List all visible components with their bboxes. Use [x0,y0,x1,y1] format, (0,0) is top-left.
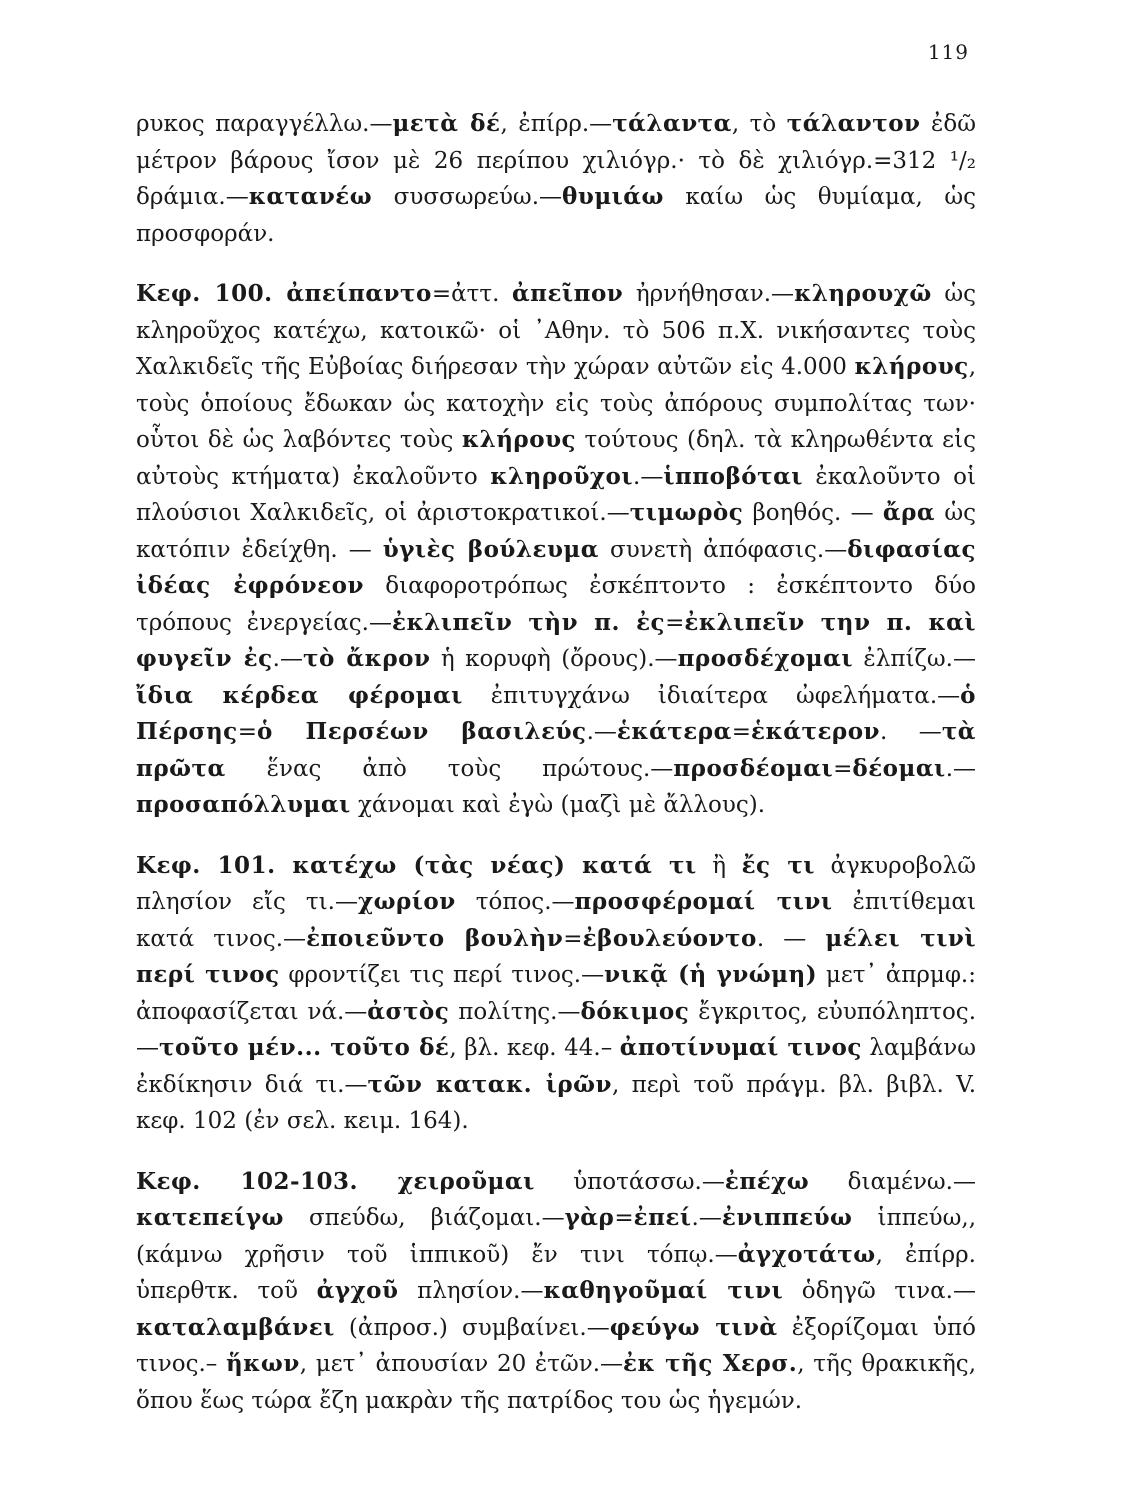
text-segment: . — [880,719,942,745]
paragraph-continuation [136,106,976,252]
text-segment: ἐξορίζομαι ὑπό τινος.– [136,1314,976,1377]
term-bold: ἄρα [882,499,936,526]
term-bold: κατεπείγω [136,1204,284,1231]
text-segment: σπεύδω, βιάζομαι.— [283,1205,565,1231]
text-segment: βοηθός. — [743,500,883,526]
text-segment: .— [272,646,303,672]
text-segment: , μετ᾽ ἀπουσίαν 20 ἐτῶν.— [299,1351,624,1377]
commentary-text [136,106,976,1419]
term-bold: κληρουχῶ [794,280,932,307]
term-bold: ἥκων [225,1350,300,1377]
text-segment: τούτους (δηλ. τὰ κληρωθέντα εἰς αὐτοὺς κτήματα) ἐκαλοῦντο [136,427,976,490]
text-segment: = [614,1205,634,1231]
term-bold: ἔς τι [741,851,815,879]
term-bold: κλήρους [854,353,969,380]
text-segment: .— [691,1205,722,1231]
term-bold: τάλαντα [612,110,732,137]
page-number: 119 [927,40,969,64]
term-bold: καταλαμβάνει [136,1313,335,1341]
term-bold: προσδέχομαι [677,645,853,672]
term-bold: ἀγχοῦ [316,1277,399,1304]
term-bold: τάλαντον [786,110,921,137]
text-segment: = [665,609,685,636]
term-bold: Κεφ. 101. [136,851,293,879]
text-segment: ὑποτάσσω.— [534,1168,725,1195]
text-segment: διαμένω.— [809,1168,976,1195]
text-segment: , ἐπίρρ.— [500,111,613,137]
term-bold: κλήρους [461,426,577,453]
term-bold: ἐποιεῦντο βουλὴν [306,924,564,952]
term-bold: νικᾷ (ἡ γνώμη) [604,961,818,988]
text-segment: πολίτης.— [449,998,581,1025]
term-bold: διφασίας ἰδέας ἐφρόνεον [136,535,976,599]
text-segment: ὁδηγῶ τινα.— [783,1278,976,1304]
text-segment: ἐπιτυγχάνω ἰδιαίτερα ὠφελήματα.— [462,682,961,709]
text-segment: ἀγκυροβολῶ πλησίον εἴς τι.— [136,852,976,915]
paragraph-chapter-101 [136,848,976,1140]
text-segment: ἐκαλοῦντο οἱ πλούσιοι Χαλκιδεῖς, οἱ ἀριστοκρατικοί.— [136,463,976,526]
text-segment: ἐπιτίθεμαι κατά τινος.— [136,889,976,952]
text-segment: (ἀπροσ.) συμβαίνει.— [334,1314,610,1341]
term-bold: Κεφ. 100. [136,280,287,307]
term-bold: ἱπποβόται [663,462,803,490]
term-bold: ἐνιππεύω [721,1204,853,1231]
term-bold: προσφέρομαί τινι [574,888,833,915]
text-segment: ἔγκριτος, εὐυπόληπτος.— [136,998,976,1061]
term-bold: ὁ Πέρσης [136,681,976,745]
term-bold: προσαπόλλυμαι [136,791,351,818]
text-segment: .— [945,755,976,782]
text-segment: = [563,925,583,952]
text-segment: ἢ [696,852,742,879]
term-bold: ἐπέχω [724,1167,810,1195]
text-segment: , τὸ [731,111,787,137]
term-bold: ἐκλιπεῖν τὴν π. ἐς [391,608,666,636]
text-segment: , ἐπίρρ. ὑπερθτκ. τοῦ [136,1241,976,1304]
term-bold: Κεφ. 102-103. [136,1167,398,1195]
text-segment: = [833,755,853,782]
term-bold: ὁ Περσέων βασιλεύς [256,718,587,745]
text-segment: λαμβάνω ἐκδίκησιν διά τι.— [136,1035,976,1098]
term-bold: ἑκάτερον [751,718,881,745]
text-segment: καίω ὡς θυμίαμα, ὡς προσφοράν. [136,184,976,247]
text-segment: = [731,719,752,745]
text-segment: χάνομαι καὶ ἐγὼ (μαζὶ μὲ ἄλλους). [350,792,766,818]
text-segment: , βλ. κεφ. 44.– [449,1035,620,1061]
paragraph-chapter-100 [136,276,976,824]
text-segment: .— [586,719,617,745]
term-bold: δόκιμος [580,997,690,1025]
term-bold: ἀποτίνυμαί τινος [619,1034,862,1061]
paragraph-chapter-102-103 [136,1164,976,1420]
text-segment: ἕνας ἀπὸ τοὺς πρώτους.— [225,755,674,782]
term-bold: ἐκ τῆς Χερσ. [623,1350,798,1377]
text-segment: , τοὺς ὁποίους ἔδωκαν ὡς κατοχὴν εἰς τοὺς ἀπόρους συμπολίτας των· οὗτοι δὲ ὡς λαβόντες τοὺς [136,354,976,453]
term-bold: τὰ πρῶτα [136,718,976,782]
term-bold: ὑγιὲς βούλευμα [382,535,599,563]
text-segment: μετ᾽ ἀπρμφ.: ἀποφασίζεται νά.— [136,962,976,1025]
text-segment: συσσωρεύω.— [372,184,563,210]
text-segment: ὡς κληροῦχος κατέχω, κατοικῶ· οἱ ᾽Αθην. τὸ 506 π.Χ. νικήσαντες τοὺς Χαλκιδεῖς τῆς Εὐβοίας διήρεσαν τὴν χώραν αὐτῶν εἰς 4.000 [136,281,976,380]
term-bold: προσδέομαι [673,754,834,782]
term-bold: τιμωρὸς [629,499,744,526]
term-bold: ἴδια κέρδεα φέρομαι [136,681,463,709]
term-bold: καθηγοῦμαί τινι [543,1277,784,1304]
term-bold: μέλει τινὶ περί τινος [136,924,976,988]
text-segment: =ἀττ. [431,281,512,307]
term-bold: κατανέω [248,183,373,210]
text-segment: ἱππεύω,, (κάμνω χρῆσιν τοῦ ἱππικοῦ) ἔν τινι τόπῳ.— [136,1205,977,1268]
text-segment: ρυκος παραγγέλλω.— [136,111,393,137]
text-segment: ἐδῶ μέτρον βάρους ἴσον μὲ 26 περίπου χιλιόγρ.· τὸ δὲ χιλιόγρ.=312 ¹/₂ δράμια.— [136,111,976,210]
term-bold: ἀπεῖπον [511,280,624,307]
term-bold: ἐπεί [633,1204,692,1231]
text-segment: συνετὴ ἀπόφασις.— [598,536,848,563]
term-bold: κληροῦχοι [490,462,634,490]
text-segment: , περὶ τοῦ πράγμ. βλ. βιβλ. V. κεφ. 102 (ἐν σελ. κειμ. 164). [136,1071,976,1134]
term-bold: τὸ ἄκρον [302,645,431,672]
term-bold: ἐκλιπεῖν την π. καὶ φυγεῖν ἐς [136,608,977,672]
text-segment: ἡ κορυφὴ (ὄρους).— [430,646,678,672]
text-segment: φροντίζει τις περί τινος.— [279,962,605,988]
term-bold: γὰρ [564,1204,615,1231]
term-bold: ἀπείπαντο [286,280,432,307]
text-segment: πλησίον.— [398,1278,544,1304]
term-bold: χωρίον [357,888,456,915]
text-segment: τόπος.— [455,889,575,915]
term-bold: ἑκάτερα [616,718,732,745]
term-bold: τῶν κατακ. ἱρῶν [367,1070,612,1098]
text-segment: .— [633,463,664,490]
text-segment: διαφοροτρόπως ἐσκέπτοντο : ἐσκέπτοντο δύο τρόπους ἐνεργείας.— [136,573,976,636]
term-bold: ἀγχοτάτω [737,1240,876,1268]
term-bold: τοῦτο μέν... τοῦτο δέ [159,1034,450,1061]
text-segment: ἐλπίζω.— [852,646,976,672]
term-bold: δέομαι [852,754,946,782]
term-bold: κατέχω (τὰς νέας) κατά τι [292,851,697,879]
text-segment: . — [756,925,826,952]
term-bold: χειροῦμαι [397,1167,535,1195]
term-bold: μετὰ δέ [392,110,501,137]
term-bold: ἐβουλεύοντο [582,924,757,952]
text-segment: = [237,719,257,745]
text-segment: ὡς κατόπιν ἐδείχθη. — [136,500,976,563]
text-segment: ἠρνήθησαν.— [623,281,795,307]
term-bold: φεύγω τινὰ [609,1313,778,1341]
term-bold: θυμιάω [562,183,664,210]
text-segment: , τῆς θρακικῆς, ὅπου ἕως τώρα ἔζη μακρὰν τῆς πατρίδος του ὡς ἡγεμών. [136,1351,977,1414]
term-bold: ἀστὸς [367,997,450,1025]
